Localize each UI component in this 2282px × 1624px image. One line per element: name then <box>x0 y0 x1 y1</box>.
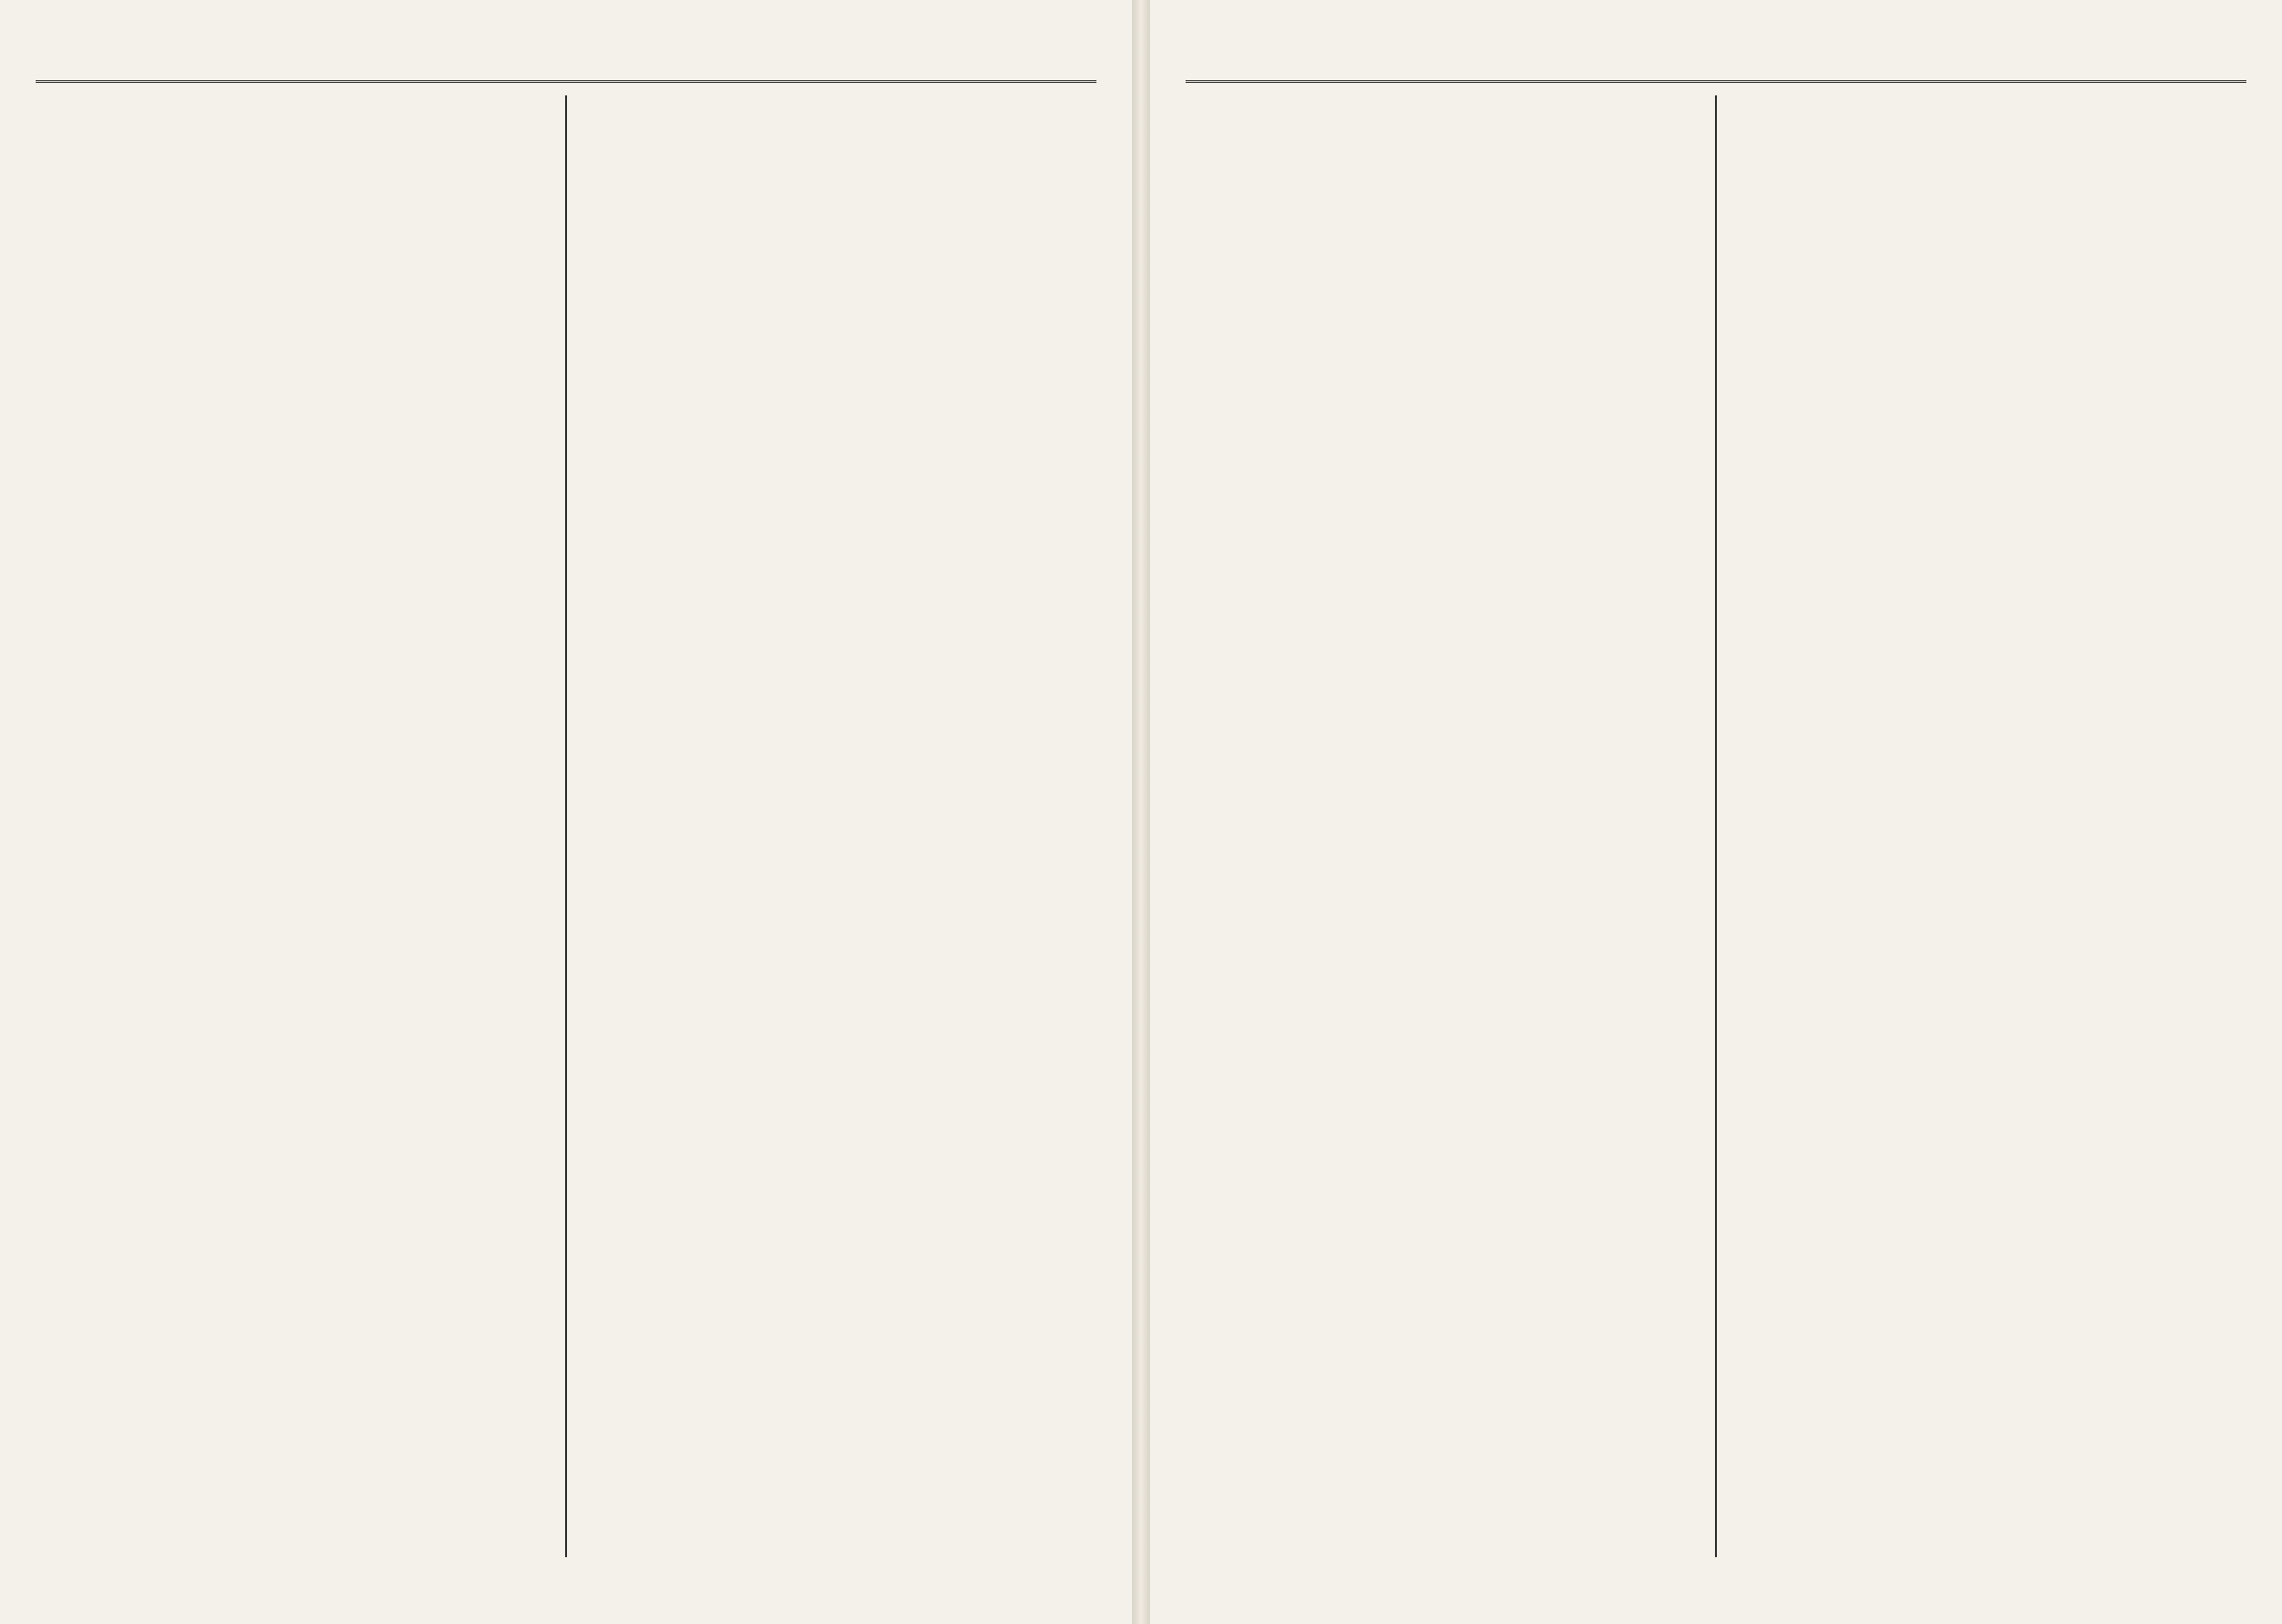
left-page <box>0 0 1132 1624</box>
right-page-left-column <box>1186 95 1715 1557</box>
book-gutter <box>1132 0 1150 1624</box>
right-page <box>1150 0 2282 1624</box>
left-page-left-column <box>36 95 565 1557</box>
left-page-right-column <box>567 95 1096 1557</box>
column-divider <box>565 95 567 1557</box>
right-page-columns <box>1186 95 2246 1557</box>
column-divider <box>1715 95 1717 1557</box>
left-page-columns <box>36 95 1096 1557</box>
right-page-right-column <box>1717 95 2246 1557</box>
right-page-header <box>1186 36 2246 83</box>
left-page-header <box>36 36 1096 83</box>
